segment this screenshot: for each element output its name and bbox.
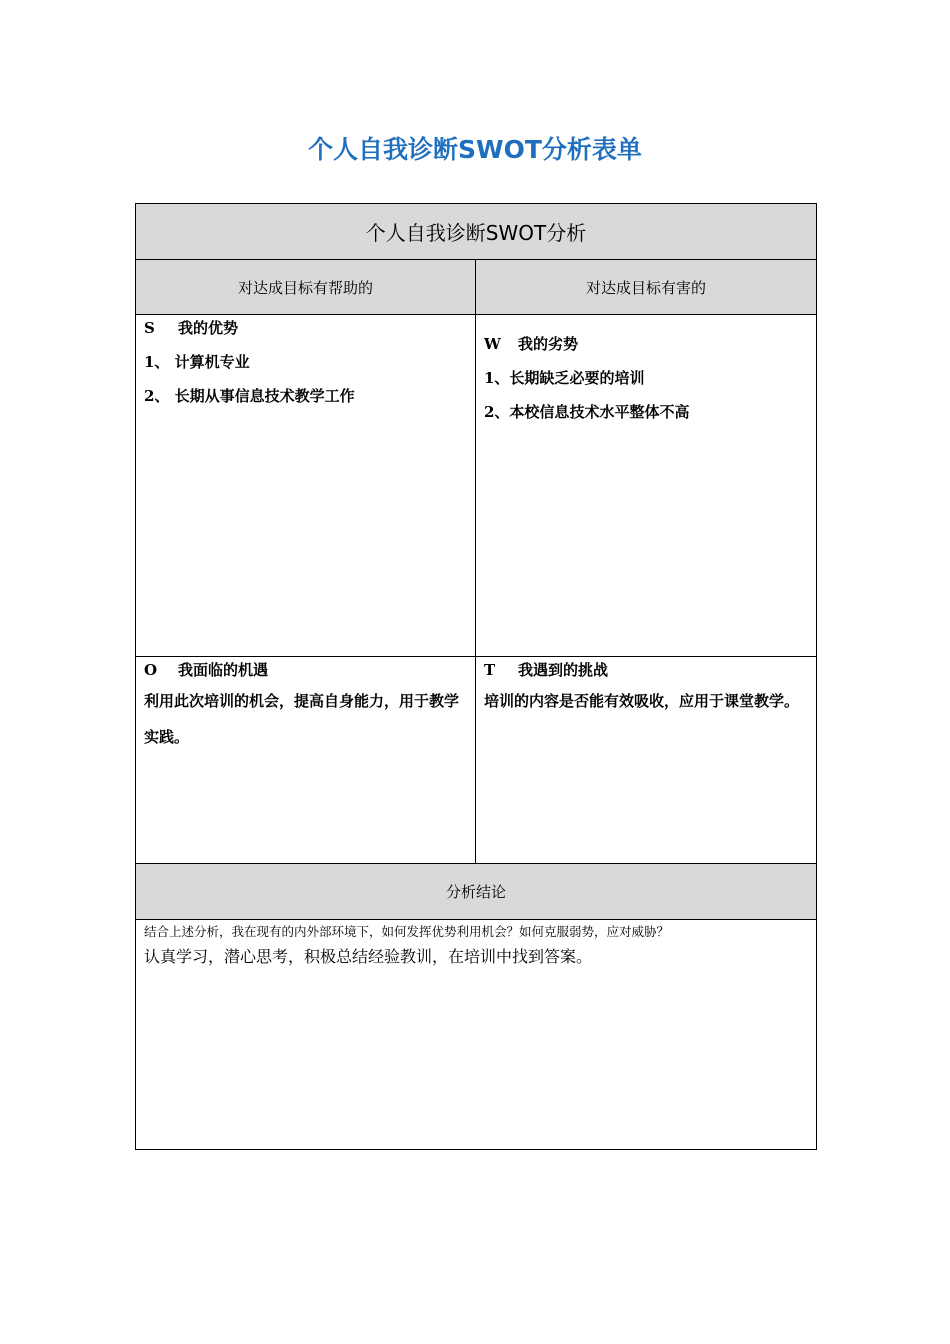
opportunities-threats-row	[136, 657, 817, 864]
threats-cell	[476, 657, 817, 864]
opportunities-text: 利用此次培训的机会，提高自身能力，用于教学实践。	[144, 692, 460, 746]
harmful-label: 对达成目标有害的	[476, 260, 817, 315]
category-row	[136, 260, 817, 315]
weaknesses-heading: 我的劣势	[518, 335, 579, 353]
weaknesses-cell	[476, 315, 817, 657]
threats-heading-line	[484, 657, 808, 683]
conclusion-cell	[136, 920, 817, 1150]
opportunities-heading: 我面临的机遇	[178, 661, 269, 679]
opportunities-cell	[136, 657, 476, 864]
weaknesses-item: 1、长期缺乏必要的培训	[484, 369, 645, 387]
strengths-item: 2、 长期从事信息技术教学工作	[144, 387, 355, 405]
strengths-letter: S	[144, 319, 155, 337]
weaknesses-heading-line	[484, 327, 808, 361]
conclusion-header-row	[136, 864, 817, 920]
opportunities-letter: O	[144, 661, 158, 679]
document-title: 个人自我诊断SWOT分析表单	[308, 135, 642, 164]
conclusion-answer: 认真学习，潜心思考，积极总结经验教训，在培训中找到答案。	[144, 947, 593, 966]
weaknesses-letter: W	[484, 335, 501, 353]
swot-table	[135, 203, 817, 1150]
strengths-heading-line	[144, 315, 467, 346]
strengths-cell	[136, 315, 476, 657]
table-header: 个人自我诊断SWOT分析	[136, 204, 817, 260]
threats-letter: T	[484, 661, 496, 679]
conclusion-question: 结合上述分析，我在现有的内外部环境下，如何发挥优势利用机会？如何克服弱势，应对威胁？	[144, 924, 670, 939]
helpful-label: 对达成目标有帮助的	[136, 260, 476, 315]
strengths-weaknesses-row	[136, 315, 817, 657]
strengths-item: 1、 计算机专业	[144, 353, 250, 371]
threats-heading: 我遇到的挑战	[518, 661, 609, 679]
table-header-row	[136, 204, 817, 260]
weaknesses-item: 2、本校信息技术水平整体不高	[484, 403, 690, 421]
conclusion-label: 分析结论	[136, 864, 817, 920]
threats-text: 培训的内容是否能有效吸收，应用于课堂教学。	[484, 692, 800, 710]
strengths-heading: 我的优势	[178, 319, 239, 337]
opportunities-heading-line	[144, 657, 467, 683]
conclusion-row	[136, 920, 817, 1150]
